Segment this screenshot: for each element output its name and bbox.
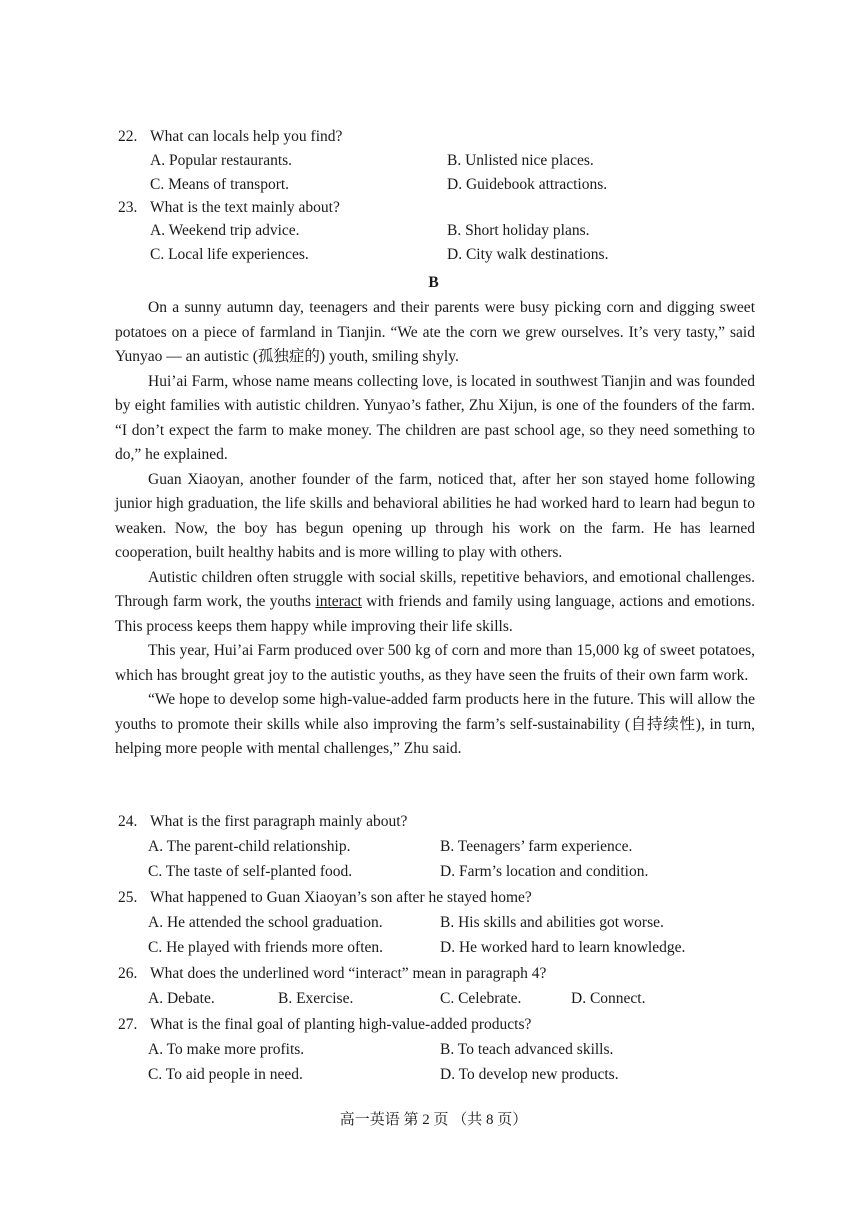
option-26-c: C. Celebrate. xyxy=(440,990,522,1007)
question-number: 27. xyxy=(118,1016,138,1033)
question-text: What happened to Guan Xiaoyan’s son after he stayed home? xyxy=(150,889,532,906)
option-27-b: B. To teach advanced skills. xyxy=(440,1041,614,1058)
question-26 xyxy=(118,965,546,983)
option-23-d: D. City walk destinations. xyxy=(447,246,609,263)
option-27-d: D. To develop new products. xyxy=(440,1066,619,1083)
paragraph-6: “We hope to develop some high-value-added farm products here in the future. This will allow the youths to promote their skills while also improving the farm’s self-sustainability (自持续性), in turn, helping more people with mental challenges,” Zhu said. xyxy=(115,691,755,757)
option-22-c: C. Means of transport. xyxy=(150,176,290,193)
question-number: 26. xyxy=(118,965,138,982)
question-27 xyxy=(118,1016,531,1034)
question-text: What is the first paragraph mainly about? xyxy=(150,813,408,830)
paragraph-3: Guan Xiaoyan, another founder of the farm, noticed that, after her son stayed home following junior high graduation, the life skills and behavioral abilities he had worked hard to learn had begun to weaken. Now, the boy has begun opening up through his work on the farm. He has learned cooperation, built healthy habits and is more willing to play with others. xyxy=(115,470,755,561)
option-25-a: A. He attended the school graduation. xyxy=(148,914,383,931)
question-number: 24. xyxy=(118,813,138,830)
option-26-d: D. Connect. xyxy=(571,990,646,1007)
option-25-d: D. He worked hard to learn knowledge. xyxy=(440,939,686,956)
option-26-b: B. Exercise. xyxy=(278,990,354,1007)
option-22-d: D. Guidebook attractions. xyxy=(447,176,608,193)
question-25 xyxy=(118,889,532,907)
option-23-c: C. Local life experiences. xyxy=(150,246,309,263)
paragraph-4-end: with friends and family using language, actions and emotions. This process keeps them happy while improving their life skills. xyxy=(115,593,755,635)
question-text: What can locals help you find? xyxy=(150,128,343,145)
question-text: What is the final goal of planting high-value-added products? xyxy=(150,1016,532,1033)
option-26-a: A. Debate. xyxy=(148,990,215,1007)
section-heading: B xyxy=(428,274,439,291)
paragraph-5: This year, Hui’ai Farm produced over 500 kg of corn and more than 15,000 kg of sweet potatoes, which has brought great joy to the autistic youths, as they have seen the fruits of their own farm work. xyxy=(115,642,755,684)
option-27-c: C. To aid people in need. xyxy=(148,1066,303,1083)
reading-passage xyxy=(115,296,755,762)
question-number: 23. xyxy=(118,199,138,216)
option-25-b: B. His skills and abilities got worse. xyxy=(440,914,664,931)
paragraph-4-start: Autistic children often struggle with social skills, repetitive behaviors, and emotional challenges. Through farm work, the youths xyxy=(115,568,755,610)
paragraph-1: On a sunny autumn day, teenagers and their parents were busy picking corn and digging sweet potatoes on a piece of farmland in Tianjin. “We ate the corn we grew ourselves. It’s very tasty,” said Yunyao — an autistic (孤独症的) youth, smiling shyly. xyxy=(115,299,755,365)
question-24 xyxy=(118,813,407,831)
underlined-word: interact xyxy=(315,593,362,610)
option-24-c: C. The taste of self-planted food. xyxy=(148,863,353,880)
question-23 xyxy=(118,199,340,217)
page-footer: 高一英语 第 2 页 （共 8 页） xyxy=(339,1112,528,1128)
option-22-a: A. Popular restaurants. xyxy=(150,152,293,169)
question-number: 22. xyxy=(118,128,138,145)
question-number: 25. xyxy=(118,889,138,906)
question-text: What is the text mainly about? xyxy=(150,199,340,216)
option-25-c: C. He played with friends more often. xyxy=(148,939,384,956)
paragraph-4 xyxy=(115,566,755,640)
option-24-a: A. The parent-child relationship. xyxy=(148,838,351,855)
option-23-a: A. Weekend trip advice. xyxy=(150,222,300,239)
option-22-b: B. Unlisted nice places. xyxy=(447,152,594,169)
option-23-b: B. Short holiday plans. xyxy=(447,222,590,239)
option-27-a: A. To make more profits. xyxy=(148,1041,305,1058)
question-text: What does the underlined word “interact” mean in paragraph 4? xyxy=(150,965,547,982)
paragraph-2: Hui’ai Farm, whose name means collecting love, is located in southwest Tianjin and was founded by eight families with autistic children. Yunyao’s father, Zhu Xijun, is one of the founders of the farm. “I don’t expect the farm to make money. The children are past school age, so they need something to do,” he explained. xyxy=(115,372,755,463)
option-24-b: B. Teenagers’ farm experience. xyxy=(440,838,633,855)
option-24-d: D. Farm’s location and condition. xyxy=(440,863,649,880)
question-22 xyxy=(118,128,342,146)
